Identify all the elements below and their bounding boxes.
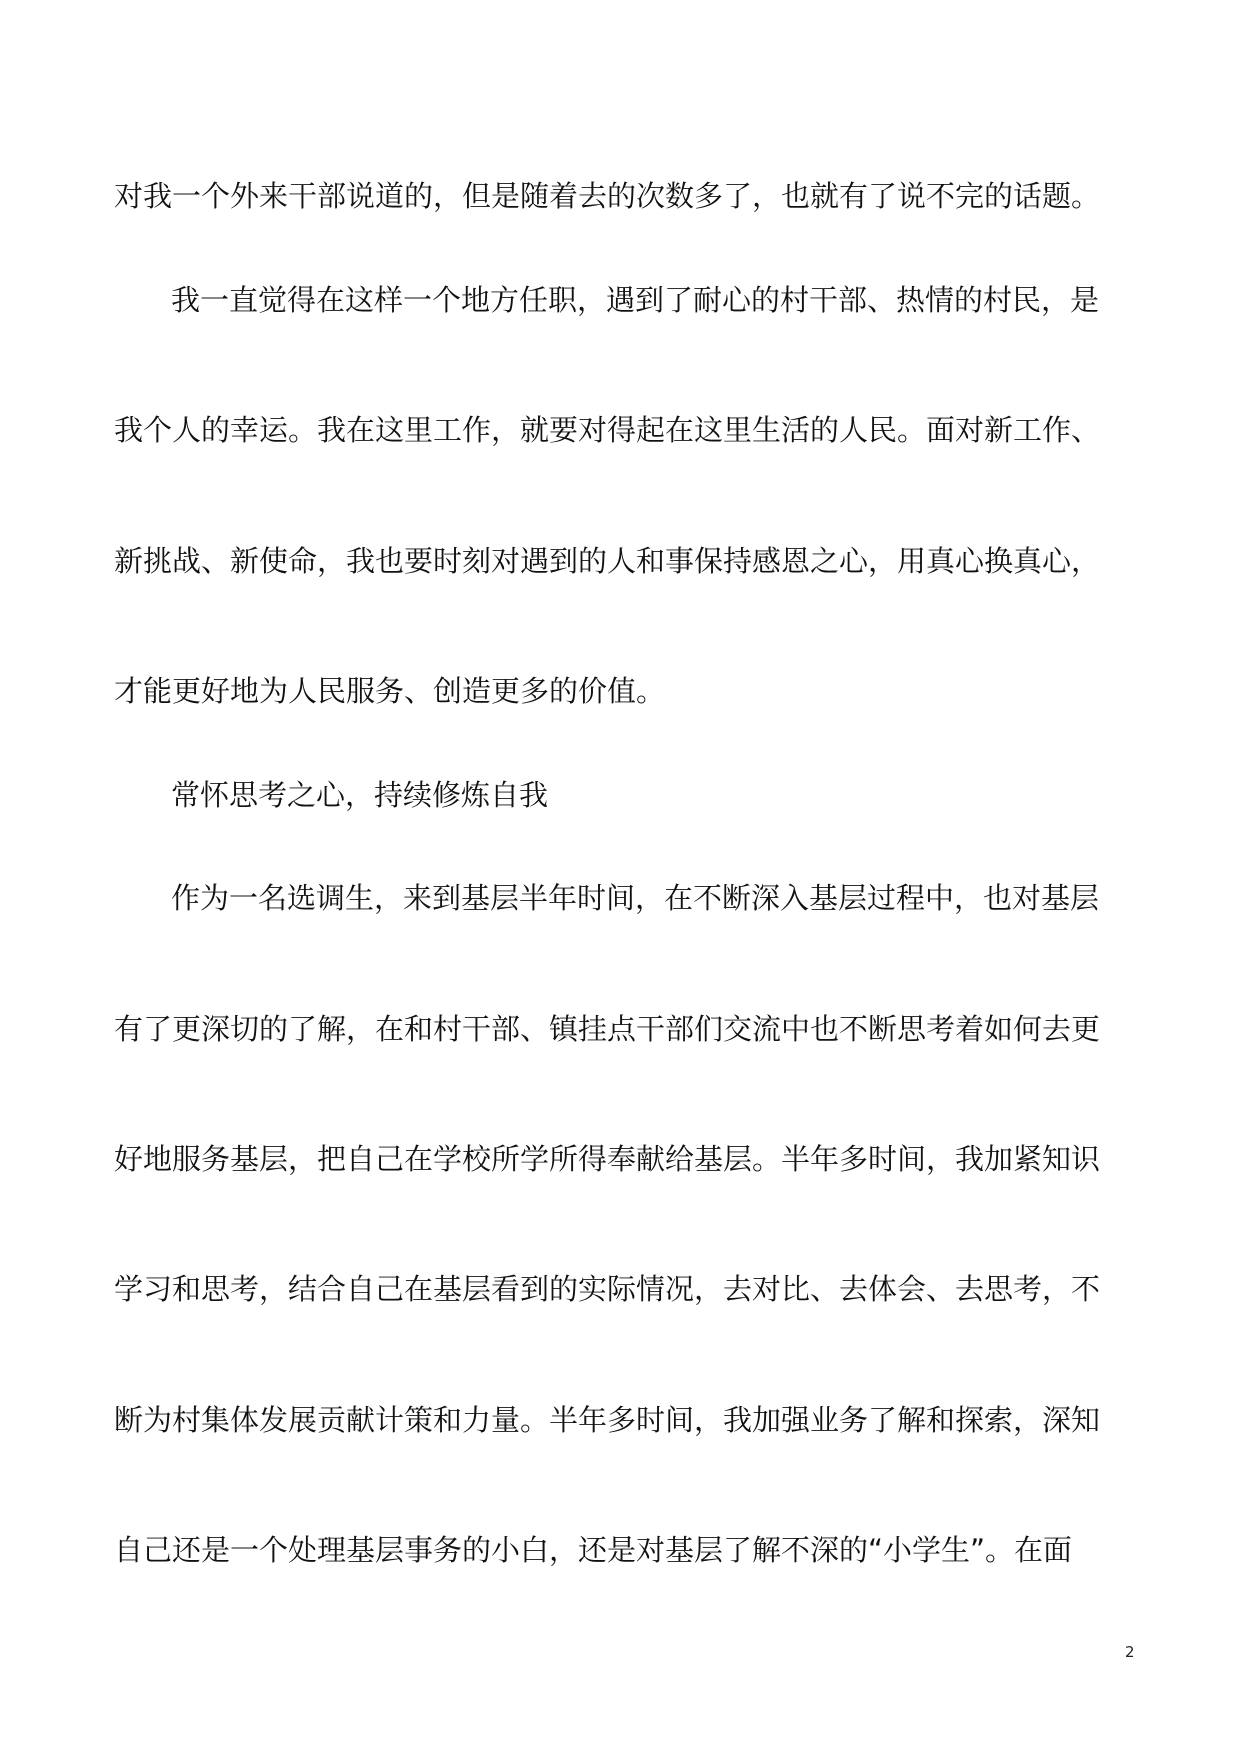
- text-line: 有了更深切的了解，在和村干部、镇挂点干部们交流中也不断思考着如何去更: [114, 1012, 1101, 1046]
- text-line: 才能更好地为人民服务、创造更多的价值。: [114, 674, 666, 708]
- text-line: 新挑战、新使命，我也要时刻对遇到的人和事保持感恩之心，用真心换真心，: [114, 544, 1101, 578]
- text-line: 好地服务基层，把自己在学校所学所得奉献给基层。半年多时间，我加紧知识: [114, 1142, 1101, 1176]
- text-line: 自己还是一个处理基层事务的小白，还是对基层了解不深的“小学生”。在面: [114, 1533, 1073, 1567]
- paragraph-text: 作为一名选调生，来到基层半年时间，在不断深入基层过程中，也对基层: [171, 881, 1100, 915]
- text-line: 断为村集体发展贡献计策和力量。半年多时间，我加强业务了解和探索，深知: [114, 1403, 1101, 1437]
- paragraph-text: 我一直觉得在这样一个地方任职，遇到了耐心的村干部、热情的村民，是: [171, 283, 1100, 317]
- text-line: 对我一个外来干部说道的，但是随着去的次数多了，也就有了说不完的话题。: [114, 179, 1101, 213]
- text-line: 学习和思考，结合自己在基层看到的实际情况，去对比、去体会、去思考，不: [114, 1272, 1101, 1306]
- page-number: 2: [1125, 1643, 1135, 1661]
- section-heading: 常怀思考之心，持续修炼自我: [171, 778, 549, 812]
- text-line: 我个人的幸运。我在这里工作，就要对得起在这里生活的人民。面对新工作、: [114, 413, 1101, 447]
